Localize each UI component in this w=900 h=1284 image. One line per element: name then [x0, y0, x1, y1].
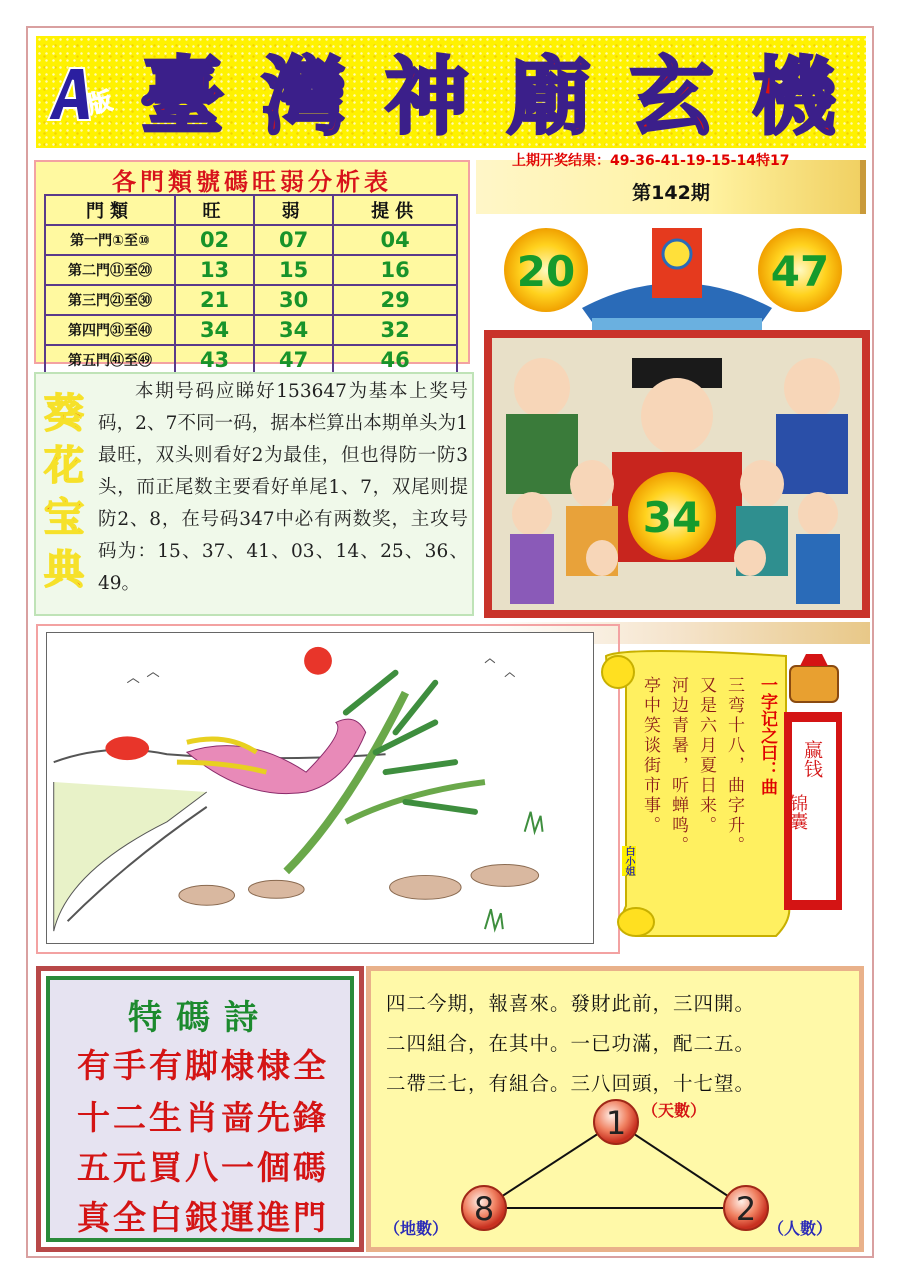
scroll-title: 一字记之曰：曲: [757, 676, 777, 795]
row-label: 第一門①至⑩: [45, 225, 175, 255]
row-label: 第五門㊶至㊾: [45, 345, 175, 375]
ball-center: [628, 472, 716, 560]
scroll-line: 又是六月夏日来。: [696, 676, 716, 836]
cell-value: 46: [333, 345, 457, 375]
title-char: 玄: [629, 46, 718, 146]
col-header: 弱: [254, 195, 333, 225]
ball-right: [758, 228, 842, 312]
cell-value: 34: [254, 315, 333, 345]
money-bag-icon: [786, 650, 842, 706]
title-char: 機: [751, 46, 840, 146]
cell-value: 04: [333, 225, 457, 255]
title-char: 神: [384, 46, 473, 146]
main-title: [140, 40, 840, 146]
scroll-signature: 白小姐: [623, 846, 634, 876]
sunflower-title: 葵花宝典: [44, 390, 84, 593]
node-number: 2: [735, 1190, 757, 1228]
win-money-label: 赢钱: [801, 740, 823, 778]
ball-number: 34: [642, 493, 702, 542]
ball-number: 20: [516, 247, 576, 296]
cell-value: 16: [333, 255, 457, 285]
node-label: （地數）: [384, 1219, 449, 1238]
table-row: [45, 285, 457, 315]
poem-line: 十二生肖啬先鋒: [77, 1098, 329, 1137]
issue-number: 第142期: [632, 182, 710, 204]
analysis-table: [44, 194, 458, 376]
table-title: 各門類號碼旺弱分析表: [112, 168, 392, 196]
cell-value: 30: [254, 285, 333, 315]
node-human: [724, 1186, 832, 1238]
table-row: [45, 225, 457, 255]
table-header-row: [45, 195, 457, 225]
riddle-line: 二帶三七，有組合。三八回頭，十七望。: [386, 1072, 756, 1095]
cell-value: 21: [175, 285, 254, 315]
tips-bag-label: 锦囊: [787, 794, 808, 830]
node-number: 1: [605, 1104, 627, 1142]
scroll-line: 亭中笑谈街市事。: [640, 676, 660, 836]
ball-left: [504, 228, 588, 312]
a-edition-badge: [44, 62, 130, 128]
col-header: 旺: [175, 195, 254, 225]
riddle-line: 四二今期，報喜來。發財此前，三四開。: [386, 992, 756, 1015]
temple-gods-illustration: [482, 218, 872, 620]
sunflower-body: 本期号码应睇好153647为基本上奖号码，2、7不同一码，据本栏算出本期单头为1最旺，双头则看好2为最佳，但也得防一防3头，而正尾数主要看好单尾1、7，双尾则提防2、8，在号码347中必有两数奖，主攻号码为：15、37、41、03、14、25、36、49。: [98, 381, 468, 594]
row-label: 第三門㉑至㉚: [45, 285, 175, 315]
last-result-text: 上期开奖结果：49-36-41-19-15-14特17: [512, 153, 790, 169]
poem-title: 特碼詩: [128, 998, 272, 1038]
node-label: （天數）: [642, 1101, 707, 1120]
ball-number: 47: [770, 247, 830, 296]
cell-value: 43: [175, 345, 254, 375]
title-char: 灣: [262, 46, 351, 146]
scroll-line: 河边青暑，听蝉鸣。: [668, 676, 688, 856]
cell-value: 29: [333, 285, 457, 315]
cell-value: 34: [175, 315, 254, 345]
node-earth: [384, 1186, 506, 1238]
node-number: 8: [473, 1190, 495, 1228]
scroll-line: 三弯十八，曲字升。: [724, 676, 744, 856]
table-row: [45, 345, 457, 375]
row-label: 第二門⑪至⑳: [45, 255, 175, 285]
node-label: （人數）: [768, 1219, 833, 1238]
cell-value: 32: [333, 315, 457, 345]
poem-line: 真全白銀運進門: [77, 1198, 329, 1237]
table-row: [45, 255, 457, 285]
col-header: 門類: [45, 195, 175, 225]
title-char: 臺: [140, 46, 229, 146]
col-header: 提供: [333, 195, 457, 225]
title-char: 廟: [507, 46, 596, 146]
poem-line: 有手有脚棣棣全: [77, 1046, 329, 1085]
poem-line: 五元買八一個碼: [77, 1148, 329, 1187]
cell-value: 13: [175, 255, 254, 285]
cell-value: 07: [254, 225, 333, 255]
cell-value: 15: [254, 255, 333, 285]
table-row: [45, 315, 457, 345]
cell-value: 47: [254, 345, 333, 375]
bird-bamboo-painting: [46, 632, 594, 944]
row-label: 第四門㉛至㊵: [45, 315, 175, 345]
riddle-line: 二四組合，在其中。一已功滿，配二五。: [386, 1032, 756, 1055]
cell-value: 02: [175, 225, 254, 255]
node-heaven: [594, 1100, 706, 1144]
number-triangle-diagram: [380, 1096, 860, 1246]
badge-text: 版: [85, 85, 115, 120]
